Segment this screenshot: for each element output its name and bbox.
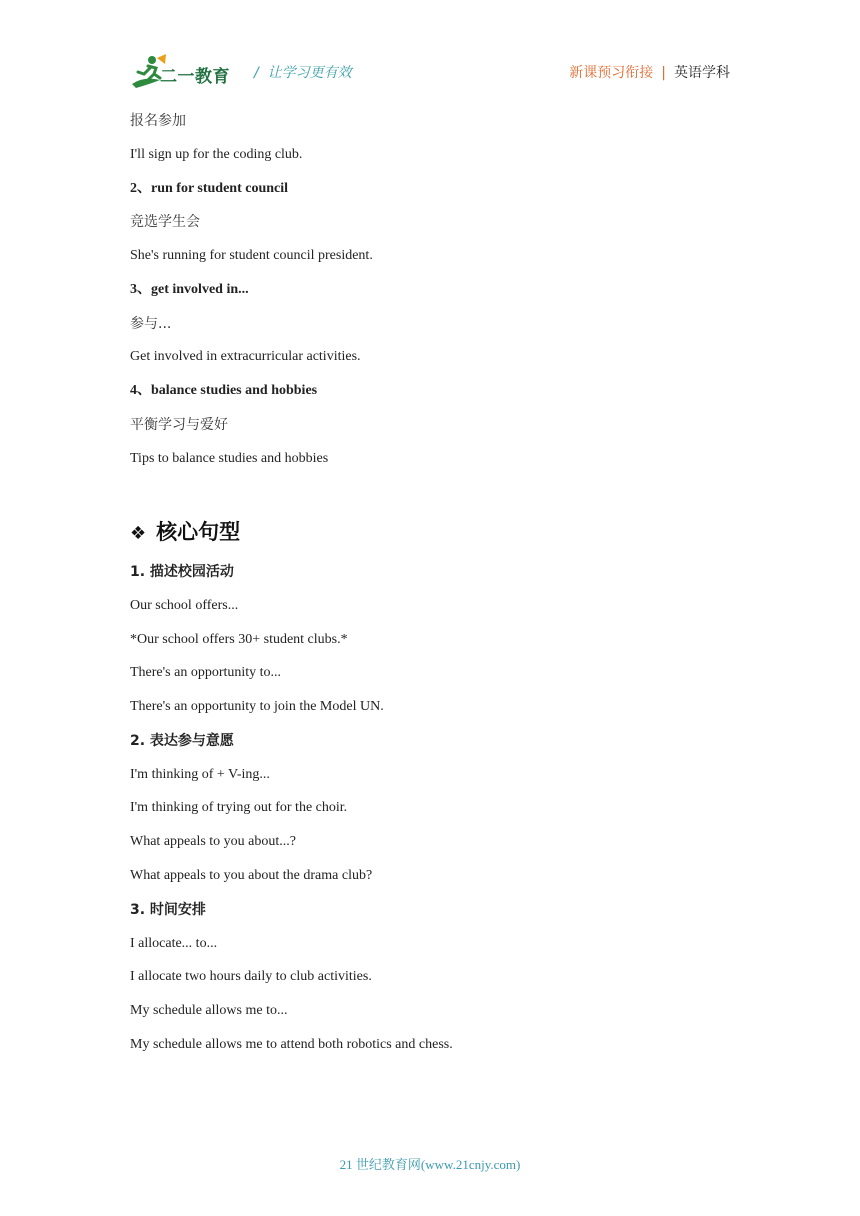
course-label: 新课预习衔接 [569, 65, 654, 81]
header-course-info [569, 62, 730, 82]
group-2-title: 2. 表达参与意愿 [130, 733, 234, 749]
header-divider: | [661, 65, 666, 81]
slogan-text: 让学习更有效 [267, 65, 352, 81]
phrase-3-example: Get involved in extracurricular activities. [130, 349, 361, 364]
subject-label: 英语学科 [674, 65, 730, 81]
group-1-title: 1. 描述校园活动 [130, 564, 234, 580]
group-2-line-1: I'm thinking of + V-ing... [130, 767, 270, 782]
group-3-line-2: I allocate two hours daily to club activities. [130, 969, 372, 984]
group-2-line-3: What appeals to you about...? [130, 834, 297, 849]
phrase-1-meaning: 报名参加 [130, 113, 186, 129]
phrase-4-example: Tips to balance studies and hobbies [130, 451, 329, 466]
slogan-separator: / [254, 65, 259, 81]
group-3-line-4: My schedule allows me to attend both robotics and chess. [130, 1037, 453, 1052]
group-2-line-4: What appeals to you about the drama club? [130, 868, 373, 883]
phrase-3-meaning: 参与... [130, 316, 172, 332]
group-1-line-4: There's an opportunity to join the Model UN. [130, 699, 384, 714]
slogan [254, 62, 352, 82]
phrase-2-example: She's running for student council president. [130, 248, 373, 263]
phrase-2-title: 2、run for student council [130, 181, 289, 196]
group-3-line-1: I allocate... to... [130, 936, 218, 951]
phrase-4-meaning: 平衡学习与爱好 [130, 417, 228, 433]
group-3-line-3: My schedule allows me to... [130, 1003, 288, 1018]
section-title: 核心句型 [156, 520, 241, 544]
phrase-1-example: I'll sign up for the coding club. [130, 147, 303, 162]
group-3-title: 3. 时间安排 [130, 902, 206, 918]
group-1-line-1: Our school offers... [130, 598, 239, 613]
page-footer: 21 世纪教育网(www.21cnjy.com) [339, 1157, 521, 1172]
group-1-line-3: There's an opportunity to... [130, 665, 282, 680]
phrase-4-title: 4、balance studies and hobbies [130, 383, 318, 398]
logo-text: 二一教育 [160, 67, 230, 87]
page-header [130, 52, 730, 92]
phrase-3-title: 3、get involved in... [130, 282, 249, 297]
group-2-line-2: I'm thinking of trying out for the choir. [130, 800, 348, 815]
group-1-line-2: *Our school offers 30+ student clubs.* [130, 632, 348, 647]
logo [130, 52, 242, 92]
diamond-bullet-icon: ❖ [130, 523, 147, 544]
phrase-2-meaning: 竞选学生会 [130, 214, 200, 230]
section-heading [130, 519, 240, 547]
